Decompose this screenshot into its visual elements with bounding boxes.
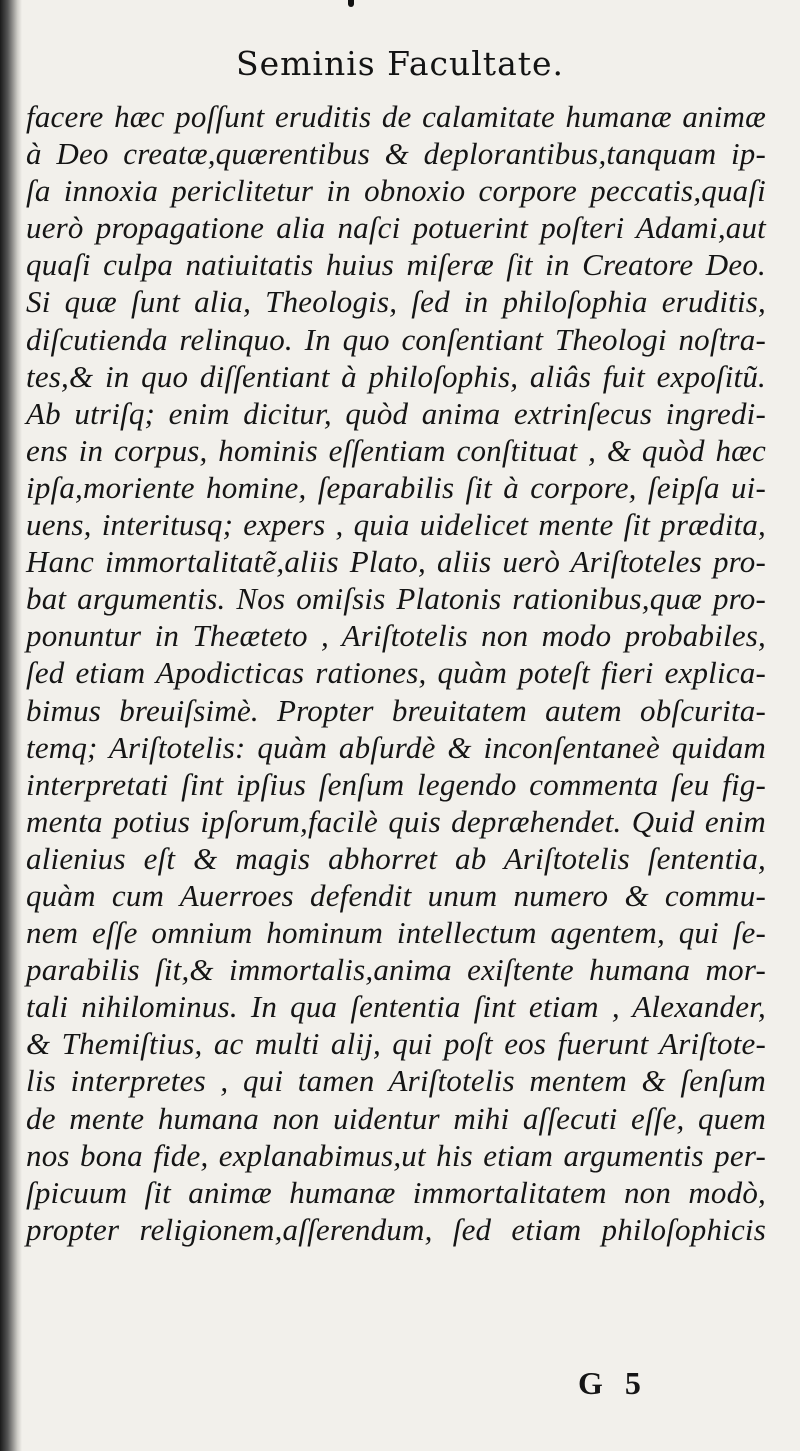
text-line: tes,& in quo diſſentiant à philoſophis, aliâs fuit expoſitũ. bbox=[26, 358, 766, 394]
text-line: Hanc immortalitatẽ,aliis Plato, aliis uerò Ariſtoteles pro- bbox=[26, 544, 766, 580]
text-line: menta potius ipſorum,facilè quis depræhendet. Quid enim bbox=[26, 803, 766, 839]
text-line: quaſi culpa natiuitatis huius miſeræ ſit in Creatore Deo. bbox=[26, 247, 766, 283]
text-line: parabilis ſit,& immortalis,anima exiſtente humana mor- bbox=[26, 952, 766, 988]
text-line: à Deo creatæ,quærentibus & deplorantibus,tanquam ip- bbox=[26, 136, 766, 172]
text-line: propter religionem,aſſerendum, ſed etiam philoſophicis bbox=[26, 1211, 766, 1247]
text-line: nos bona fide, explanabimus,ut his etiam argumentis per- bbox=[26, 1137, 766, 1173]
text-line: interpretati ſint ipſius ſenſum legendo commenta ſeu fig- bbox=[26, 766, 766, 802]
text-line: nem eſſe omnium hominum intellectum agentem, qui ſe- bbox=[26, 915, 766, 951]
text-line: tali nihilominus. In qua ſententia ſint etiam , Alexander, bbox=[26, 989, 766, 1025]
text-line: uens, interitusq; expers , quia uidelicet mente ſit prædita, bbox=[26, 507, 766, 543]
text-line: uerò propagatione alia naſci potuerint poſteri Adami,aut bbox=[26, 210, 766, 246]
top-ink-mark bbox=[348, 0, 354, 7]
text-line: & Themiſtius, ac multi alij, qui poſt eos fuerunt Ariſtote- bbox=[26, 1026, 766, 1062]
text-line: alienius eſt & magis abhorret ab Ariſtotelis ſententia, bbox=[26, 840, 766, 876]
body-text bbox=[26, 98, 766, 1248]
text-line: ipſa,moriente homine, ſeparabilis ſit à corpore, ſeipſa ui- bbox=[26, 469, 766, 505]
text-line: Ab utriſq; enim dicitur, quòd anima extrinſecus ingredi- bbox=[26, 395, 766, 431]
text-line: ſed etiam Apodicticas rationes, quàm poteſt fieri explica- bbox=[26, 655, 766, 691]
text-line: bat argumentis. Nos omiſsis Platonis rationibus,quæ pro- bbox=[26, 581, 766, 617]
text-line: ſa innoxia periclitetur in obnoxio corpore peccatis,quaſi bbox=[26, 173, 766, 209]
text-line: Si quæ ſunt alia, Theologis, ſed in philoſophia eruditis, bbox=[26, 284, 766, 320]
binding-shadow bbox=[0, 0, 22, 1451]
text-line: bimus breuiſsimè. Propter breuitatem autem obſcurita- bbox=[26, 692, 766, 728]
text-line: ſpicuum ſit animæ humanæ immortalitatem non modò, bbox=[26, 1174, 766, 1210]
text-line: lis interpretes , qui tamen Ariſtotelis mentem & ſenſum bbox=[26, 1063, 766, 1099]
text-line: temq; Ariſtotelis: quàm abſurdè & inconſentaneè quidam bbox=[26, 729, 766, 765]
text-line: quàm cum Auerroes defendit unum numero & commu- bbox=[26, 877, 766, 913]
running-head: Seminis Facultate. bbox=[235, 44, 565, 83]
text-line: ponuntur in Theæteto , Ariſtotelis non modo probabiles, bbox=[26, 618, 766, 654]
signature-mark: G 5 bbox=[578, 1365, 641, 1401]
text-line: ens in corpus, hominis eſſentiam conſtituat , & quòd hæc bbox=[26, 432, 766, 468]
text-line: de mente humana non uidentur mihi aſſecuti eſſe, quem bbox=[26, 1100, 766, 1136]
text-line: diſcutienda relinquo. In quo conſentiant Theologi noſtra- bbox=[26, 321, 766, 357]
text-line: facere hæc poſſunt eruditis de calamitate humanæ animæ bbox=[26, 99, 766, 134]
